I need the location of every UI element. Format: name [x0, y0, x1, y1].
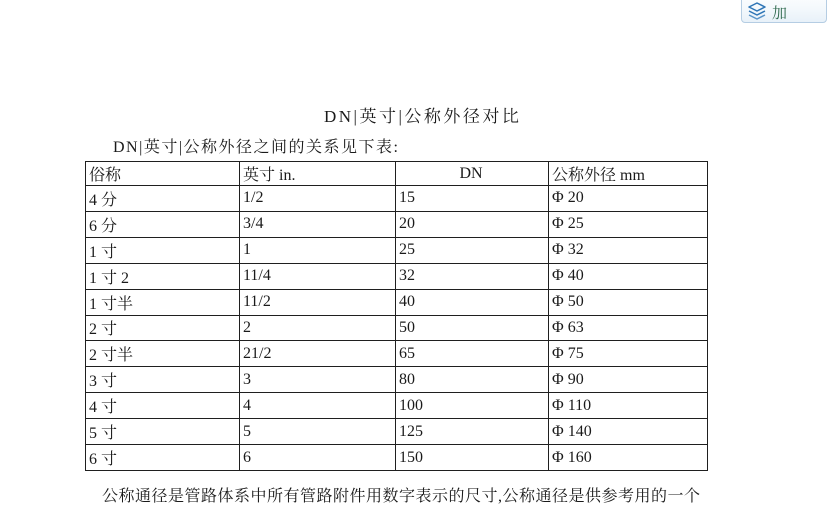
- table-cell: Φ 110: [549, 393, 708, 419]
- table-cell: Φ 160: [549, 445, 708, 471]
- dn-conversion-table: [85, 161, 708, 471]
- table-row: [86, 393, 708, 419]
- layers-icon: [747, 2, 767, 21]
- table-cell: 6 分: [86, 211, 240, 237]
- table-row: [86, 186, 708, 212]
- table-cell: 11/4: [240, 263, 396, 289]
- table-row: [86, 263, 708, 289]
- footer-paragraph: 公称通径是管路体系中所有管路附件用数字表示的尺寸,公称通径是供参考用的一个: [102, 488, 701, 505]
- table-cell: 2 寸半: [86, 341, 240, 367]
- table-row: [86, 341, 708, 367]
- table-row: [86, 315, 708, 341]
- table-row: [86, 211, 708, 237]
- table-cell: Φ 50: [549, 289, 708, 315]
- table-cell: 4 分: [86, 186, 240, 212]
- table-cell: 3: [240, 367, 396, 393]
- table-cell: 4 寸: [86, 393, 240, 419]
- table-header-row: [86, 162, 708, 186]
- table-cell: Φ 140: [549, 419, 708, 445]
- table-cell: 100: [396, 393, 549, 419]
- table-cell: 1/2: [240, 186, 396, 212]
- table-cell: 1: [240, 237, 396, 263]
- add-to-library-button[interactable]: [741, 0, 827, 23]
- table-cell: Φ 32: [549, 237, 708, 263]
- intro-text: DN|英寸|公称外径之间的关系见下表:: [113, 139, 400, 156]
- table-row: [86, 445, 708, 471]
- table-cell: 6: [240, 445, 396, 471]
- table-cell: 1 寸半: [86, 289, 240, 315]
- table-row: [86, 367, 708, 393]
- column-header: 公称外径 mm: [549, 162, 708, 186]
- table-cell: 1 寸 2: [86, 263, 240, 289]
- add-button-label: 加: [772, 5, 788, 22]
- table-cell: 50: [396, 315, 549, 341]
- table-cell: 5 寸: [86, 419, 240, 445]
- table-cell: 21/2: [240, 341, 396, 367]
- table-cell: 80: [396, 367, 549, 393]
- table-cell: Φ 40: [549, 263, 708, 289]
- table-cell: 20: [396, 211, 549, 237]
- table-cell: Φ 20: [549, 186, 708, 212]
- table-cell: 150: [396, 445, 549, 471]
- table-cell: 125: [396, 419, 549, 445]
- table-cell: Φ 63: [549, 315, 708, 341]
- table-cell: 4: [240, 393, 396, 419]
- table-cell: Φ 90: [549, 367, 708, 393]
- table-cell: 15: [396, 186, 549, 212]
- column-header: 俗称: [86, 162, 240, 186]
- table-cell: 3 寸: [86, 367, 240, 393]
- table-cell: 11/2: [240, 289, 396, 315]
- table-cell: 40: [396, 289, 549, 315]
- table-cell: Φ 75: [549, 341, 708, 367]
- table-cell: 6 寸: [86, 445, 240, 471]
- document-title: DN|英寸|公称外径对比: [324, 107, 522, 126]
- table-cell: 65: [396, 341, 549, 367]
- table-row: [86, 419, 708, 445]
- table-cell: 3/4: [240, 211, 396, 237]
- table-row: [86, 289, 708, 315]
- column-header: 英寸 in.: [240, 162, 396, 186]
- table-row: [86, 237, 708, 263]
- table-cell: 32: [396, 263, 549, 289]
- table-cell: 25: [396, 237, 549, 263]
- table-cell: 5: [240, 419, 396, 445]
- column-header: DN: [396, 162, 549, 186]
- table-cell: 2: [240, 315, 396, 341]
- table-cell: 1 寸: [86, 237, 240, 263]
- table-cell: 2 寸: [86, 315, 240, 341]
- table-cell: Φ 25: [549, 211, 708, 237]
